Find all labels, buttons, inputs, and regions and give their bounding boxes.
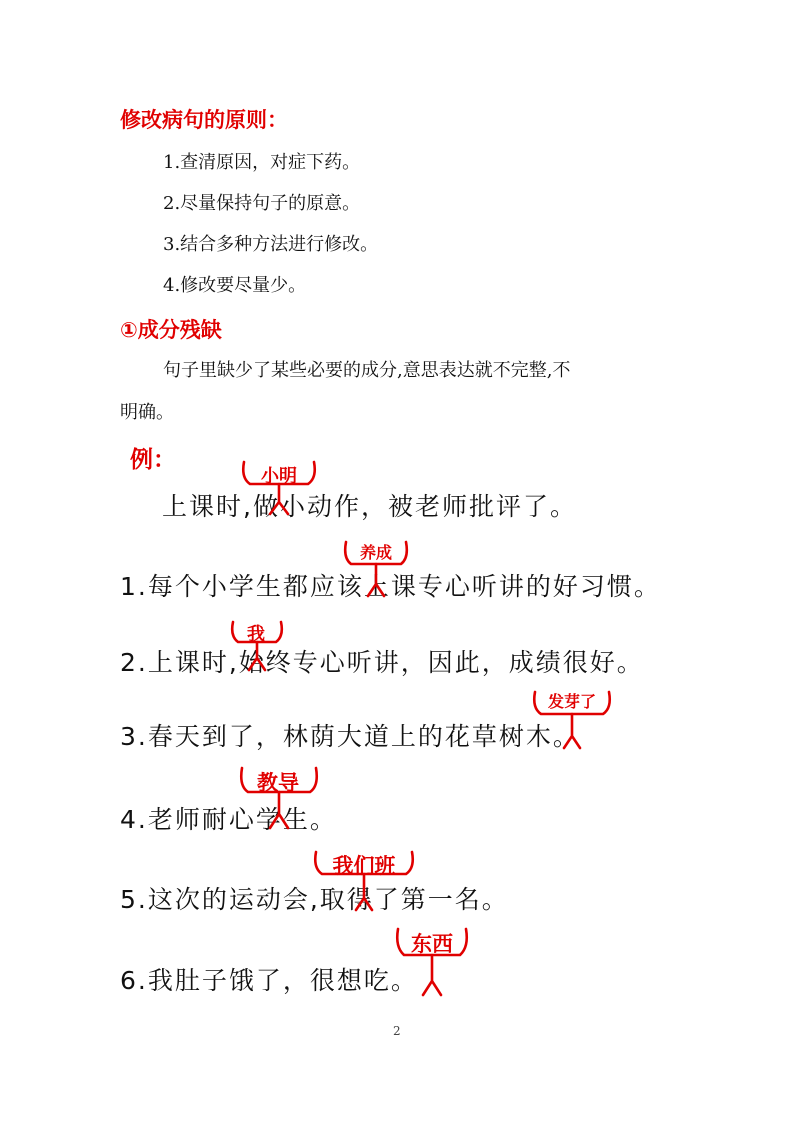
example-label: 例： <box>130 447 176 473</box>
definition-line-1: 句子里缺少了某些必要的成分,意思表达就不完整,不 <box>163 360 571 381</box>
insertion-mark <box>312 848 416 916</box>
example-sentence: 上课时,做小动作，被老师批评了。 <box>162 492 577 521</box>
insertion-mark <box>342 538 410 600</box>
principles-heading: 修改病句的原则： <box>120 108 288 132</box>
page-number: 2 <box>393 1024 401 1038</box>
example-sentence: 6.我肚子饿了，很想吃。 <box>120 966 418 995</box>
principle-item: 1.查清原因，对症下药。 <box>163 152 361 173</box>
insertion-word: 教导 <box>257 771 299 795</box>
definition-line-2: 明确。 <box>120 402 174 423</box>
insertion-word: 东西 <box>411 932 453 956</box>
example-sentence: 1.每个小学生都应该上课专心听讲的好习惯。 <box>120 572 661 601</box>
insertion-mark <box>240 458 318 518</box>
principle-item: 4.修改要尽量少。 <box>163 275 307 296</box>
insertion-mark <box>238 764 320 834</box>
insertion-word: 发芽了 <box>547 692 596 711</box>
insertion-mark <box>531 688 613 754</box>
example-sentence: 2.上课时,始终专心听讲，因此，成绩很好。 <box>120 648 644 677</box>
insertion-mark <box>229 618 285 674</box>
example-sentence: 3.春天到了，林荫大道上的花草树木。 <box>120 722 580 751</box>
insertion-word: 养成 <box>359 543 392 562</box>
principle-item: 3.结合多种方法进行修改。 <box>163 234 379 255</box>
insertion-word: 我 <box>247 624 265 645</box>
insertion-word: 小明 <box>261 466 297 487</box>
principle-item: 2.尽量保持句子的原意。 <box>163 193 361 214</box>
example-sentence: 4.老师耐心学生。 <box>120 805 337 834</box>
section-title: ①成分残缺 <box>120 318 222 342</box>
insertion-word: 我们班 <box>332 854 396 878</box>
insertion-mark <box>394 925 470 1001</box>
example-sentence: 5.这次的运动会,取得了第一名。 <box>120 885 509 914</box>
